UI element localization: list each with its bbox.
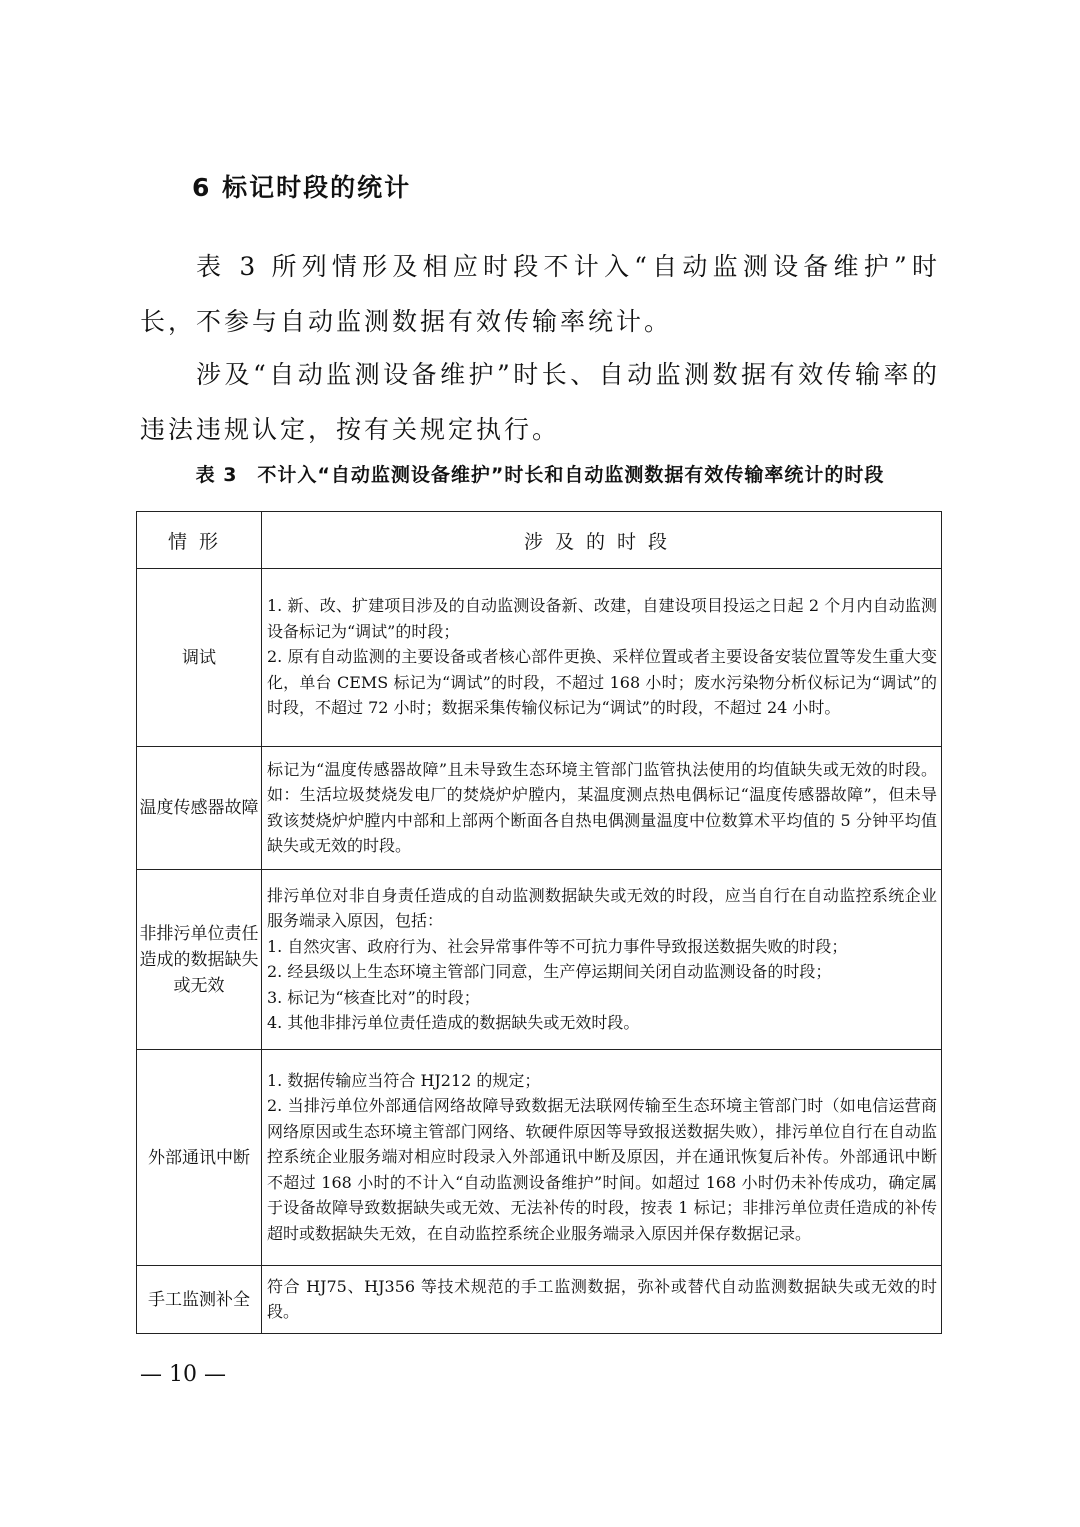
period-line: 符合 HJ75、HJ356 等技术规范的手工监测数据，弥补或替代自动监测数据缺失或无效的时段。 <box>267 1276 937 1321</box>
table-row <box>137 1050 942 1266</box>
case-cell: 调试 <box>137 569 262 747</box>
column-header-periods: 涉及的时段 <box>262 512 942 569</box>
case-cell: 温度传感器故障 <box>137 747 262 870</box>
paragraph: 表 3 所列情形及相应时段不计入“自动监测设备维护”时长，不参与自动监测数据有效传输率统计。 <box>140 252 940 336</box>
periods-cell <box>262 569 942 747</box>
period-line: 2. 当排污单位外部通信网络故障导致数据无法联网传输至生态环境主管部门时（如电信运营商网络原因或生态环境主管部门网络、软硬件原因等导致报送数据失败），排污单位自行在自动监控系统企业服务端对相应时段录入外部通讯中断及原因，并在通讯恢复后补传。外部通讯中断不超过 168 小时的不计入“自动监测设备维护”时间。如超过 168 小时仍未补传成功，确定属于设备故障导致数据缺失或无效、无法补传的时段，按表 1 标记；非排污单位责任造成的补传超时或数据缺失无效，在自动监控系统企业服务端录入原因并保存数据记录。 <box>267 1096 937 1243</box>
period-line: 标记为“温度传感器故障”且未导致生态环境主管部门监管执法使用的均值缺失或无效的时段。如：生活垃圾焚烧发电厂的焚烧炉炉膛内，某温度测点热电偶标记“温度传感器故障”，但未导致该焚烧炉炉膛内中部和上部两个断面各自热电偶测量温度中位数算术平均值的 5 分钟平均值缺失或无效的时段。 <box>267 759 937 855</box>
page-number: — 10 — <box>140 1362 226 1387</box>
paragraph: 涉及“自动监测设备维护”时长、自动监测数据有效传输率的违法违规认定，按有关规定执行。 <box>140 360 940 444</box>
period-line: 3. 标记为“核查比对”的时段； <box>267 987 480 1007</box>
table-row <box>137 747 942 870</box>
case-cell: 手工监测补全 <box>137 1266 262 1334</box>
periods-cell <box>262 1050 942 1266</box>
period-line: 排污单位对非自身责任造成的自动监测数据缺失或无效的时段，应当自行在自动监控系统企业服务端录入原因，包括： <box>267 885 937 930</box>
period-line: 1. 自然灾害、政府行为、社会异常事件等不可抗力事件导致报送数据失败的时段； <box>267 936 848 956</box>
table-caption: 表 3 不计入“自动监测设备维护”时长和自动监测数据有效传输率统计的时段 <box>195 464 885 486</box>
table-row <box>137 870 942 1050</box>
period-line: 1. 数据传输应当符合 HJ212 的规定； <box>267 1070 541 1090</box>
period-line: 1. 新、改、扩建项目涉及的自动监测设备新、改建，自建设项目投运之日起 2 个月内自动监测设备标记为“调试”的时段； <box>267 596 937 641</box>
periods-cell <box>262 1266 942 1334</box>
table-header-row <box>137 512 942 569</box>
column-header-case: 情形 <box>137 512 262 569</box>
section-heading: 6 标记时段的统计 <box>192 173 412 202</box>
table-row <box>137 1266 942 1334</box>
case-cell: 非排污单位责任造成的数据缺失或无效 <box>137 870 262 1050</box>
periods-cell <box>262 870 942 1050</box>
periods-cell <box>262 747 942 870</box>
case-cell: 外部通讯中断 <box>137 1050 262 1266</box>
period-line: 4. 其他非排污单位责任造成的数据缺失或无效时段。 <box>267 1013 640 1032</box>
table-row <box>137 569 942 747</box>
period-line: 2. 经县级以上生态环境主管部门同意，生产停运期间关闭自动监测设备的时段； <box>267 962 832 981</box>
situations-table <box>136 511 942 1334</box>
period-line: 2. 原有自动监测的主要设备或者核心部件更换、采样位置或者主要设备安装位置等发生重大变化，单台 CEMS 标记为“调试”的时段，不超过 168 小时；废水污染物分析仪标记为“调试”的时段，不超过 72 小时；数据采集传输仪标记为“调试”的时段，不超过 24 小时。 <box>267 647 937 718</box>
